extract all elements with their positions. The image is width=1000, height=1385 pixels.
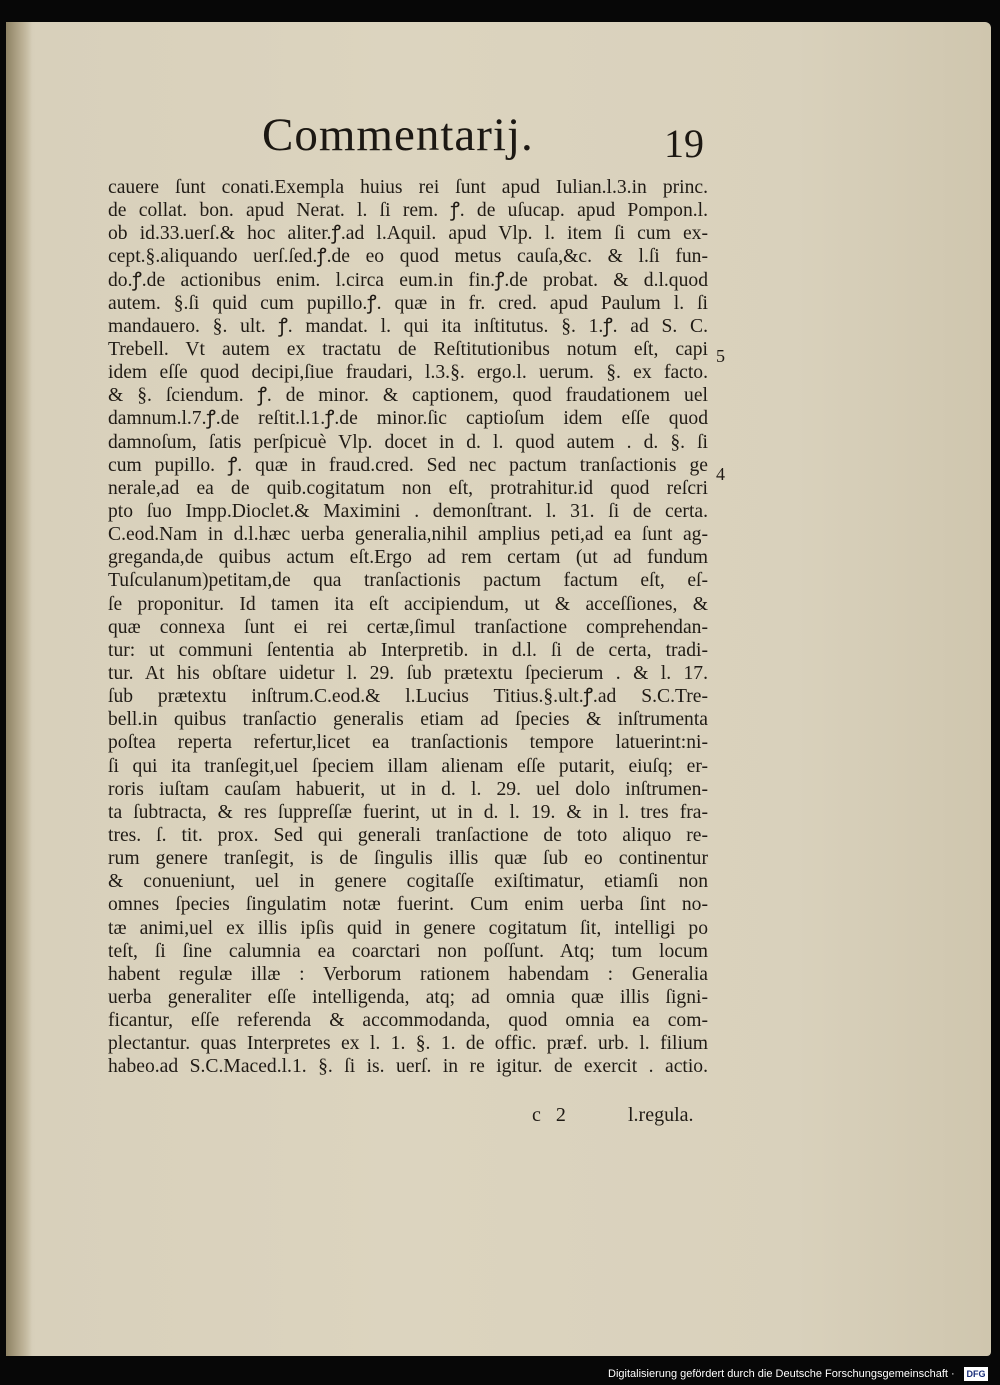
body-text <box>108 176 708 1078</box>
text-line: roris iuſtam cauſam habuerit, ut in d. l. 29. uel dolo inſtrumen- <box>108 778 708 800</box>
text-line: poſtea reperta refertur,licet ea tranſactionis tempore latuerint:ni- <box>108 732 708 754</box>
text-line: idem eſſe quod decipi,ſiue fraudari, l.3.§. ergo.l. uerum. §. ex facto. <box>108 362 708 384</box>
text-line: damnoſum, ſatis perſpicuè Vlp. docet in d. l. quod autem . d. §. ſi <box>108 431 708 453</box>
text-line: Tuſculanum)petitam,de qua tranſactionis pactum factum eſt, eſ- <box>108 570 708 592</box>
text-line: ficantur, eſſe referenda & accommodanda, quod omnia ea com- <box>108 1010 708 1032</box>
text-line: omnes ſpecies ſingulatim notæ fuerint. Cum enim uerba ſint no- <box>108 894 708 916</box>
text-line: tæ animi,uel ex illis ipſis quid in genere cogitatum ſit, intelligi po <box>108 917 708 939</box>
text-line: ſe proponitur. Id tamen ita eſt accipiendum, ut & acceſſiones, & <box>108 593 708 615</box>
catchword: l.regula. <box>628 1104 694 1126</box>
text-line: do.ꝭ.de actionibus enim. l.circa eum.in fin.ꝭ.de probat. & d.l.quod <box>108 269 708 291</box>
text-line: nerale,ad ea de quib.cogitatum non eſt, protrahitur.id quod reſcri <box>108 477 708 499</box>
margin-note: 4 <box>716 464 725 484</box>
text-line: C.eod.Nam in d.l.hæc uerba generalia,nihil amplius peti,ad ea ſunt ag- <box>108 524 708 546</box>
text-line: uerba generaliter eſſe intelligenda, atq; ad omnia quæ illis ſigni- <box>108 986 708 1008</box>
text-line: cept.§.aliquando uerſ.ſed.ꝭ.de eo quod metus cauſa,&c. & l.ſi fun- <box>108 246 708 268</box>
text-line: tur. At his obſtare uidetur l. 29. ſub prætextu ſpecierum . & l. 17. <box>108 662 708 684</box>
text-line: cum pupillo. ꝭ. quæ in fraud.cred. Sed nec pactum tranſactionis ge <box>108 454 708 476</box>
text-line: plectantur. quas Interpretes ex l. 1. §. 1. de offic. præf. urb. l. filium <box>108 1033 708 1055</box>
text-line: quæ connexa ſunt ei rei certæ,ſimul tranſactione comprehendan- <box>108 616 708 638</box>
text-line: damnum.l.7.ꝭ.de reſtit.l.1.ꝭ.de minor.ſic captioſum idem eſſe quod <box>108 408 708 430</box>
text-line: de collat. bon. apud Nerat. l. ſi rem. ꝭ. de uſucap. apud Pompon.l. <box>108 200 708 222</box>
margin-note: 5 <box>716 346 725 366</box>
page-gutter-shadow <box>6 22 32 1356</box>
text-line: mandauero. §. ult. ꝭ. mandat. l. qui ita inſtitutus. §. 1.ꝭ. ad S. C. <box>108 315 708 337</box>
text-line: habeo.ad S.C.Maced.l.1. §. ſi is. uerſ. in re igitur. de exercit . actio. <box>108 1056 708 1078</box>
text-line: rum genere tranſegit, is de ſingulis illis quæ ſub eo continentur <box>108 848 708 870</box>
text-line: ta ſubtracta, & res ſuppreſſæ fuerint, ut in d. l. 19. & in l. tres fra- <box>108 801 708 823</box>
text-line: & conueniunt, uel in genere cogitaſſe exiſtimatur, etiamſi non <box>108 871 708 893</box>
page-number: 19 <box>664 121 704 166</box>
text-line: greganda,de quibus actum eſt.Ergo ad rem certam (ut ad fundum <box>108 547 708 569</box>
text-line: pto ſuo Impp.Dioclet.& Maximini . demonſtrant. l. 31. ſi de certa. <box>108 500 708 522</box>
text-line: cauere ſunt conati.Exempla huius rei ſunt apud Iulian.l.3.in princ. <box>108 177 708 198</box>
text-line: teſt, ſi ſine calumnia ea coarctari non poſſunt. Atq; tum locum <box>108 940 708 962</box>
text-line: ob id.33.uerſ.& hoc aliter.ꝭ.ad l.Aquil. apud Vlp. l. item ſi cum ex- <box>108 223 708 245</box>
text-line: ſub prætextu inſtrum.C.eod.& l.Lucius Titius.§.ult.ꝭ.ad S.C.Tre- <box>108 686 708 708</box>
text-line: Trebell. Vt autem ex tractatu de Reſtitutionibus notum eſt, capi <box>108 338 708 360</box>
text-line: & §. ſciendum. ꝭ. de minor. & captionem, quod fraudationem uel <box>108 385 708 407</box>
text-line: autem. §.ſi quid cum pupillo.ꝭ. quæ in fr. cred. apud Paulum l. ſi <box>108 292 708 314</box>
text-line: bell.in quibus tranſactio generalis etiam ad ſpecies & inſtrumenta <box>108 709 708 731</box>
signature-mark: c 2 <box>532 1104 566 1126</box>
text-line: ſi qui ita tranſegit,uel ſpeciem illam alienam eſſe putarit, eiuſq; er- <box>108 755 708 777</box>
digitization-credit: Digitalisierung gefördert durch die Deutsche Forschungsgemeinschaft · <box>608 1368 955 1380</box>
dfg-logo: DFG <box>964 1367 988 1381</box>
text-line: habent regulæ illæ : Verborum rationem habendam : Generalia <box>108 963 708 985</box>
text-line: tres. ſ. tit. prox. Sed qui generali tranſactione de toto aliquo re- <box>108 824 708 846</box>
text-line: tur: ut communi ſententia ab Interpretib. in d.l. ſi de certa, tradi- <box>108 639 708 661</box>
running-title: Commentarij. <box>262 109 534 161</box>
